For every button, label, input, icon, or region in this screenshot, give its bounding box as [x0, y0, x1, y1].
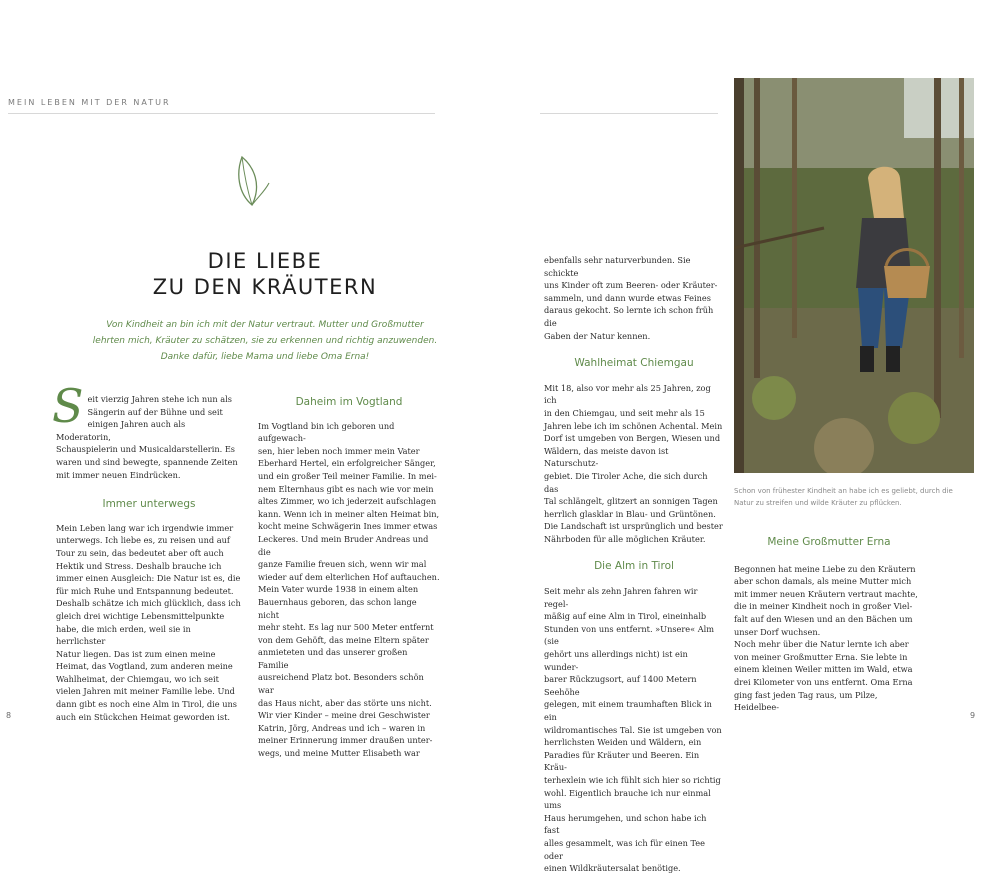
section-heading: Die Alm in Tirol [594, 560, 674, 573]
text-line: das Haus nicht, aber das störte uns nicht. [258, 697, 432, 708]
text-line: von meiner Großmutter Erna. Sie lebte in [734, 651, 908, 662]
text-line: wegs, und meine Mutter Elisabeth war [258, 748, 420, 759]
caption-line: Schon von frühester Kindheit an habe ich es geliebt, durch die [734, 487, 953, 495]
photo-caption [734, 485, 984, 509]
text-line: ganze Familie freuen sich, wenn wir mal [258, 559, 427, 570]
text-line: Dorf ist umgeben von Bergen, Wiesen und [544, 433, 721, 444]
text-line: altes Zimmer, wo ich jederzeit aufschlagen [258, 496, 437, 507]
text-line: mit immer neuen Eindrücken. [56, 469, 181, 480]
intro-text [70, 317, 460, 365]
intro-line: Von Kindheit an bin ich mit der Natur vertraut. Mutter und Großmutter [106, 320, 424, 330]
column-4 [734, 536, 924, 714]
text-line: in den Chiemgau, und seit mehr als 15 [544, 407, 705, 418]
section-heading: Wahlheimat Chiemgau [574, 357, 694, 370]
text-line: Die Landschaft ist ursprünglich und bester [544, 521, 723, 532]
text-line: drei Kilometer von uns entfernt. Oma Erna [734, 676, 913, 687]
text-line: einigen Jahren auch als Moderatorin, [56, 419, 186, 442]
text-line: Im Vogtland bin ich geboren und aufgewach- [258, 420, 395, 444]
text-line: gehört uns allerdings nicht) ist ein wunder- [544, 649, 688, 672]
intro-paragraph [56, 393, 242, 481]
text-line: kann. Wenn ich in meiner alten Heimat bin, [258, 508, 440, 519]
caption-line: Natur zu streifen und wilde Kräuter zu pflücken. [734, 499, 902, 507]
text-line: vielen Jahren mit meiner Familie lebe. Und [56, 686, 235, 697]
text-line: einem kleinen Weiler mitten im Wald, etwa [734, 664, 913, 675]
text-line: wildromantisches Tal. Sie ist umgeben von [544, 724, 722, 735]
text-line: wohl. Eigentlich brauche ich nur einmal ums [544, 787, 711, 811]
text-line: Gaben der Natur kennen. [544, 330, 651, 341]
text-line: herrlich glasklar in Blau- und Grüntönen. [544, 508, 716, 519]
paragraph [56, 522, 242, 724]
text-line: Tour zu sein, das bedeutet aber oft auch [56, 547, 224, 558]
text-line: gleich drei wichtige Lebensmittelpunkte [56, 610, 225, 621]
leaf-icon [232, 153, 272, 209]
section-heading: Immer unterwegs [102, 498, 196, 511]
text-line: Sängerin auf der Bühne und seit [87, 406, 223, 417]
drop-cap: S [52, 379, 84, 433]
text-line: terhexlein wie ich fühlt sich hier so richtig [544, 774, 721, 785]
text-line: Wir vier Kinder – meine drei Geschwister [258, 710, 430, 721]
text-line: sammeln, und dann wurde etwas Feines [544, 292, 711, 303]
text-line: uns Kinder oft zum Beeren- oder Kräuter- [544, 280, 718, 291]
text-line: mit immer neuen Kräutern vertraut machte, [734, 588, 918, 599]
text-line: Mit 18, also vor mehr als 25 Jahren, zog ich [544, 382, 711, 406]
text-line: gebiet. Die Tiroler Ache, die sich durch das [544, 470, 708, 494]
header-rule-right [540, 113, 718, 114]
text-line: Stunden von uns entfernt. »Unsere« Alm (sie [544, 623, 715, 647]
text-line: mäßig auf eine Alm in Tirol, eineinhalb [544, 611, 707, 622]
text-line: Jahren lebe ich im schönen Achental. Mein [544, 420, 723, 431]
column-3 [544, 254, 724, 875]
header-rule-left [8, 113, 435, 114]
text-line: Wahlheimat, der Chiemgau, wo ich seit [56, 673, 219, 684]
paragraph [258, 420, 440, 760]
text-line: Seit mehr als zehn Jahren fahren wir regel- [544, 586, 698, 609]
intro-line: Danke dafür, liebe Mama und liebe Oma Erna! [160, 352, 370, 362]
text-line: alles gesammelt, was ich für einen Tee oder [544, 837, 705, 861]
running-header: MEIN LEBEN MIT DER NATUR [8, 98, 171, 107]
text-line: Haus herumgehen, und schon habe ich fast [544, 812, 707, 836]
text-line: ging fast jeden Tag raus, um Pilze, Heidelbee- [734, 689, 878, 713]
text-line: Heimat, das Vogtland, zum anderen meine [56, 661, 233, 672]
text-line: daraus gekocht. So lernte ich schon früh die [544, 305, 714, 328]
text-line: Noch mehr über die Natur lernte ich aber [734, 639, 909, 650]
paragraph [734, 563, 924, 714]
page-number-left: 8 [6, 711, 12, 720]
text-line: herrlichsten Weiden und Wäldern, ein [544, 737, 702, 748]
chapter-title [60, 248, 470, 300]
text-line: Hektik und Stress. Deshalb brauche ich [56, 560, 222, 571]
text-line: auch ein Stückchen Heimat geworden ist. [56, 711, 231, 722]
text-line: Tal schlängelt, glitzert an sonnigen Tagen [544, 496, 718, 507]
text-line: unterwegs. Ich liebe es, zu reisen und auf [56, 535, 230, 546]
text-line: wieder auf dem elterlichen Hof auftauchen. [258, 571, 440, 582]
text-line: immer einen Ausgleich: Die Natur ist es, die [56, 573, 241, 584]
text-line: aber schon damals, als meine Mutter mich [734, 576, 912, 587]
paragraph [544, 382, 724, 546]
paragraph [544, 585, 724, 875]
text-line: und ein großer Teil meiner Familie. In mei- [258, 470, 437, 481]
text-line: die in meiner Kindheit noch in großer Viel- [734, 601, 913, 612]
text-line: meiner Erinnerung immer draußen unter- [258, 735, 433, 746]
text-line: unser Dorf wuchsen. [734, 626, 821, 637]
text-line: Katrin, Jörg, Andreas und ich – waren in [258, 722, 426, 733]
text-line: kocht meine Schwägerin Ines immer etwas [258, 521, 438, 532]
text-line: für mich Ruhe und Entspannung bedeutet. [56, 585, 234, 596]
text-line: falt auf den Wiesen und an den Bächen um [734, 613, 913, 624]
paragraph [544, 254, 724, 342]
text-line: Deshalb schätze ich mich glücklich, dass ich [56, 598, 241, 609]
text-line: einen Wildkräutersalat benötige. [544, 863, 681, 874]
text-line: Mein Vater wurde 1938 in einem alten [258, 584, 419, 595]
text-line: mehr steht. Es lag nur 500 Meter entfernt [258, 622, 434, 633]
text-line: ebenfalls sehr naturverbunden. Sie schickte [544, 255, 691, 278]
text-line: anmieteten und das unserer großen Familie [258, 647, 408, 670]
text-line: habe, die mich erden, weil sie in herrlichster [56, 623, 191, 647]
text-line: Mein Leben lang war ich irgendwie immer [56, 522, 234, 533]
page-number-right: 9 [970, 711, 976, 720]
text-line: sen, hier leben noch immer mein Vater [258, 445, 420, 456]
text-line: Paradies für Kräuter und Beeren. Ein Kräu- [544, 749, 700, 773]
text-line: Bauernhaus geboren, das schon lange nicht [258, 596, 417, 620]
text-line: Eberhard Hertel, ein erfolgreicher Sänger, [258, 458, 436, 469]
text-line: Begonnen hat meine Liebe zu den Kräutern [734, 563, 916, 574]
column-1 [52, 379, 242, 723]
text-line: Schauspielerin und Musicaldarstellerin. Es [56, 444, 235, 455]
section-heading: Meine Großmutter Erna [767, 536, 891, 548]
text-line: waren und sind bewegte, spannende Zeiten [56, 456, 238, 467]
text-line: Leckeres. Und mein Bruder Andreas und die [258, 533, 429, 557]
text-line: barer Rückzugsort, auf 1400 Metern Seehöhe [544, 674, 697, 697]
text-line: gelegen, mit einem traumhaften Blick in ein [544, 699, 712, 722]
column-2 [258, 396, 440, 760]
text-line: Natur liegen. Das ist zum einen meine [56, 648, 216, 659]
text-line: dann gibt es noch eine Alm in Tirol, die uns [56, 699, 237, 710]
text-line: Wäldern, das meiste davon ist Naturschutz- [544, 445, 669, 469]
text-line: Nährboden für alle möglichen Kräuter. [544, 533, 706, 544]
intro-line: lehrten mich, Kräuter zu schätzen, sie zu erkennen und richtig anzuwenden. [92, 336, 438, 346]
text-line: eit vierzig Jahren stehe ich nun als [87, 394, 232, 404]
text-line: ausreichend Platz bot. Besonders schön war [258, 672, 424, 696]
text-line: von dem Gehöft, das meine Eltern später [258, 634, 429, 645]
text-line: nem Elternhaus gibt es nach wie vor mein [258, 483, 434, 494]
chapter-title-line1: DIE LIEBE [207, 249, 323, 273]
section-heading: Daheim im Vogtland [295, 396, 403, 408]
forest-photo [734, 78, 974, 473]
chapter-title-line2: ZU DEN KRÄUTERN [152, 275, 378, 299]
